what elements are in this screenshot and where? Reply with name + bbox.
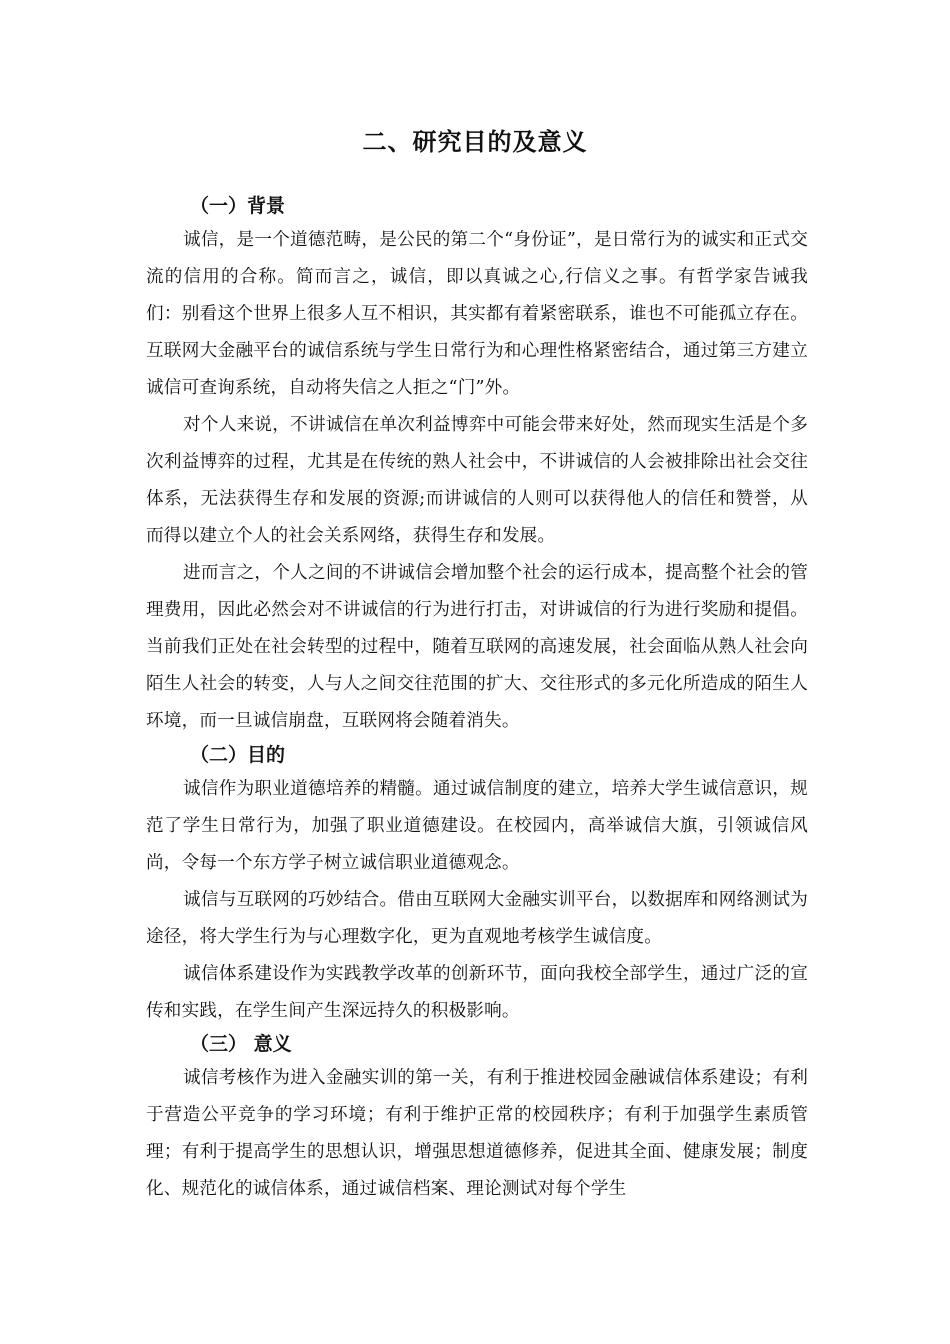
paragraph-background-3: 进而言之，个人之间的不讲诚信会增加整个社会的运行成本，提高整个社会的管理费用，因此必然会对不讲诚信的行为进行打击，对讲诚信的行为进行奖励和提倡。当前我们正处在社会转型的过程中，随着互联网的高速发展，社会面临从熟人社会向陌生人社会的转变，人与人之间交往范围的扩大、交往形式的多元化所造成的陌生人环境，而一旦诚信崩盘，互联网将会随着消失。 xyxy=(146,563,808,731)
paragraph-significance-1: 诚信考核作为进入金融实训的第一关，有利于推进校园金融诚信体系建设；有利于营造公平竞争的学习环境；有利于维护正常的校园秩序；有利于加强学生素质管理；有利于提高学生的思想认识，增强思想道德修养，促进其全面、健康发展；制度化、规范化的诚信体系，通过诚信档案、理论测试对每个学生 xyxy=(146,1068,808,1199)
paragraph-background-2: 对个人来说，不讲诚信在单次利益博弈中可能会带来好处，然而现实生活是个多次利益博弈的过程，尤其是在传统的熟人社会中，不讲诚信的人会被排除出社会交往体系，无法获得生存和发展的资源;而讲诚信的人则可以获得他人的信任和赞誉，从而得以建立个人的社会关系网络，获得生存和发展。 xyxy=(146,415,808,546)
section-heading-significance: （三） 意义 xyxy=(190,1033,292,1055)
section-heading-purpose: （二）目的 xyxy=(190,744,286,766)
section-heading-background: （一）背景 xyxy=(190,195,286,217)
paragraph-purpose-1: 诚信作为职业道德培养的精髓。通过诚信制度的建立，培养大学生诚信意识，规范了学生日常行为，加强了职业道德建设。在校园内，高举诚信大旗，引领诚信风尚，令每一个东方学子树立诚信职业道德观念。 xyxy=(146,779,808,873)
paragraph-background-1: 诚信，是一个道德范畴，是公民的第二个“身份证”，是日常行为的诚实和正式交流的信用的合称。简而言之，诚信，即以真诚之心,行信义之事。有哲学家告诫我们：别看这个世界上很多人互不相识，其实都有着紧密联系，谁也不可能孤立存在。互联网大金融平台的诚信系统与学生日常行为和心理性格紧密结合，通过第三方建立诚信可查询系统，自动将失信之人拒之“门”外。 xyxy=(146,230,808,398)
paragraph-purpose-3: 诚信体系建设作为实践教学改革的创新环节，面向我校全部学生，通过广泛的宣传和实践，在学生间产生深远持久的积极影响。 xyxy=(146,964,808,1021)
page-title: 二、研究目的及意义 xyxy=(362,128,588,156)
paragraph-purpose-2: 诚信与互联网的巧妙结合。借由互联网大金融实训平台，以数据库和网络测试为途径，将大学生行为与心理数字化，更为直观地考核学生诚信度。 xyxy=(146,890,808,947)
